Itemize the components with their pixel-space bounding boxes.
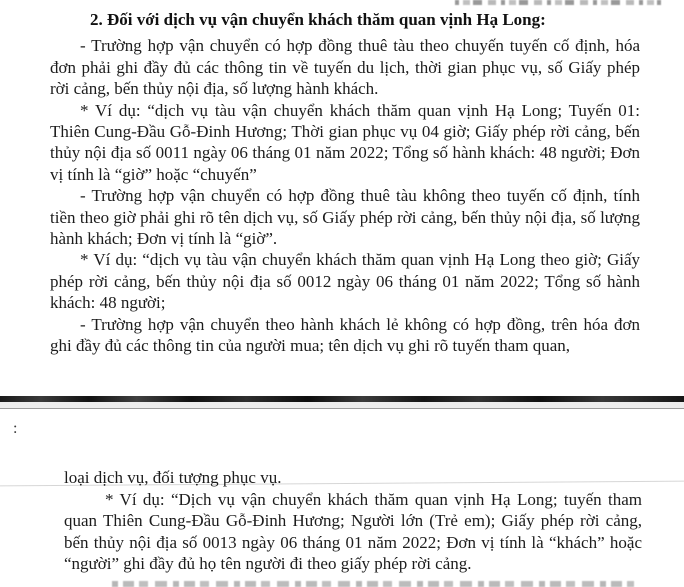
paragraph-case-individual: - Trường hợp vận chuyển theo hành khách lẻ không có hợp đồng, trên hóa đơn ghi đầy đủ các thông tin của người mua; tên dịch vụ ghi rõ tuyến tham quan, xyxy=(50,314,640,356)
paragraph-example-0012: * Ví dụ: “dịch vụ tàu vận chuyển khách thăm quan vịnh Hạ Long theo giờ; Giấy phép rời cảng, bến thủy nội địa số 0012 ngày 06 tháng 01 năm 2022; Tổng số hành khách: 48 người; xyxy=(50,250,640,313)
paragraph-example-0011: * Ví dụ: “dịch vụ tàu vận chuyển khách thăm quan vịnh Hạ Long; Tuyến 01: Thiên Cung-Đầu Gỗ-Đinh Hương; Thời gian phục vụ 04 giờ; Giấy phép rời cảng, bến thủy nội địa số 0011 ngày 06 tháng 01 năm 2022; Tổng số hành khách: 48 người; Đơn vị tính là “giờ” hoặc “chuyến” xyxy=(50,100,640,184)
paragraph-continuation: loại dịch vụ, đối tượng phục vụ. xyxy=(64,468,282,487)
section-heading: 2. Đối với dịch vụ vận chuyển khách thăm quan vịnh Hạ Long: xyxy=(90,10,546,29)
page-gap-strip xyxy=(0,402,684,409)
document-page-2 xyxy=(64,467,642,575)
paragraph-case-hourly: - Trường hợp vận chuyển có hợp đồng thuê tàu không theo tuyến cố định, tính tiền theo giờ phải ghi rõ tên dịch vụ, số Giấy phép rời cảng, bến thủy nội địa, số lượng hành khách; Đơn vị tính là “giờ”. xyxy=(50,186,640,249)
paragraph-example-0013: * Ví dụ: “Dịch vụ vận chuyển khách thăm quan vịnh Hạ Long; tuyến tham quan Thiên Cung-Đầu Gỗ-Đinh Hương; Người lớn (Trẻ em); Giấy phép rời cảng, bến thủy nội địa số 0013 ngày 06 tháng 01 năm 2022; Đơn vị tính là “khách” hoặc “người” ghi đầy đủ họ tên người đi theo giấy phép rời cảng. xyxy=(64,489,642,574)
clipped-text-fragment-top xyxy=(455,0,661,5)
document-page-1 xyxy=(50,9,640,357)
paragraph-case-fixed-route: - Trường hợp vận chuyển có hợp đồng thuê tàu theo chuyến tuyến cố định, hóa đơn phải ghi đầy đủ các thông tin về tuyến du lịch, thời gian phục vụ, số Giấy phép rời cảng, bến thủy nội địa, số lượng hành khách. xyxy=(50,36,640,99)
clipped-text-fragment-bottom xyxy=(112,581,634,587)
stray-colon-mark: : xyxy=(13,420,18,437)
